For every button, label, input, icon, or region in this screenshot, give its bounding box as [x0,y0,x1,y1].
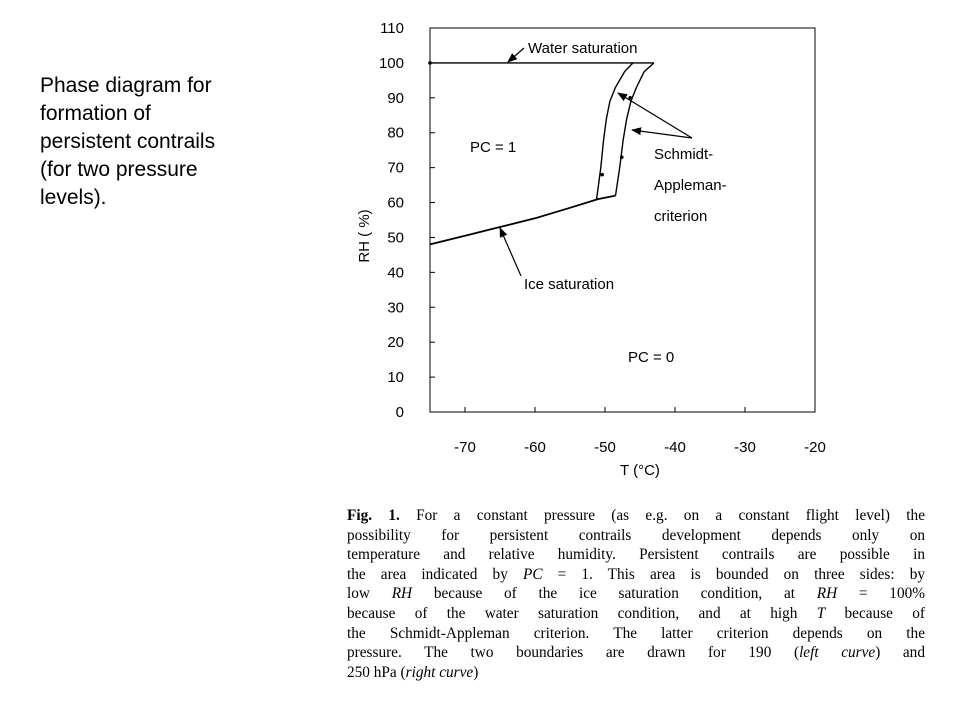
y-tick-label: 100 [378,54,404,72]
description-line: formation of [40,102,151,125]
description-line: Phase diagram for [40,74,212,97]
y-tick-label: 20 [387,334,404,352]
y-tick-label: 0 [395,404,404,421]
water-saturation-arrow [508,48,524,62]
schmidt-appleman-arrow-right [632,130,692,138]
x-tick-label: -30 [734,439,756,456]
schmidt-appleman-arrow-left [618,93,692,138]
description-line: levels). [40,186,107,209]
data-point [620,155,624,159]
water-saturation-label: Water saturation [528,40,638,57]
y-tick-label: 30 [387,299,404,317]
plot-frame [430,28,815,412]
caption-line: possibility for persistent contrails development depends only on [347,526,925,544]
x-axis-title: T (°C) [620,462,660,479]
x-tick-label: -70 [454,439,476,456]
x-tick-label: -20 [804,439,826,456]
schmidt-appleman-label-line-1: Schmidt- [654,146,714,163]
caption-line: temperature and relative humidity. Persistent contrails are possible in [347,546,925,564]
caption-line: the area indicated by PC = 1. This area is bounded on three sides: by [347,565,925,583]
x-tick-label: -50 [594,439,616,456]
schmidt-appleman-label-line-3: criterion [654,208,708,225]
data-point [428,61,432,65]
caption-line: pressure. The two boundaries are drawn for 190 (left curve) and [347,644,925,662]
y-tick-label: 50 [387,229,404,247]
y-tick-label: 90 [387,89,404,107]
x-tick-label: -60 [524,439,546,456]
y-tick-label: 70 [387,159,404,177]
y-tick-label: 80 [387,124,404,142]
ice-saturation-line [430,196,616,245]
y-tick-label: 110 [380,20,404,37]
pc-1-label: PC = 1 [470,139,517,156]
x-tick-label: -40 [664,439,686,456]
y-tick-label: 60 [387,194,404,212]
caption-line: because of the water saturation condition, and at high T because of [347,604,925,622]
data-point [600,173,604,177]
figure-caption [347,506,925,682]
ice-saturation-label: Ice saturation [524,276,615,293]
description-line: persistent contrails [40,130,216,153]
caption-line: low RH because of the ice saturation condition, at RH = 100% [347,585,925,603]
y-tick-label: 40 [387,264,404,282]
y-axis-title: RH ( %) [356,209,373,263]
pc-0-label: PC = 0 [628,349,675,366]
schmidt-appleman-left-curve [597,63,633,199]
caption-line: Fig. 1. For a constant pressure (as e.g. on a constant flight level) the [347,507,925,524]
description-line: (for two pressure [40,158,198,181]
schmidt-appleman-right-curve [616,63,655,196]
caption-line: the Schmidt-Appleman criterion. The latter criterion depends on the [347,624,925,642]
schmidt-appleman-label-line-2: Appleman- [654,177,727,194]
ice-saturation-arrow [500,228,521,276]
caption-line: 250 hPa (right curve) [347,663,479,681]
y-tick-label: 10 [387,369,404,387]
